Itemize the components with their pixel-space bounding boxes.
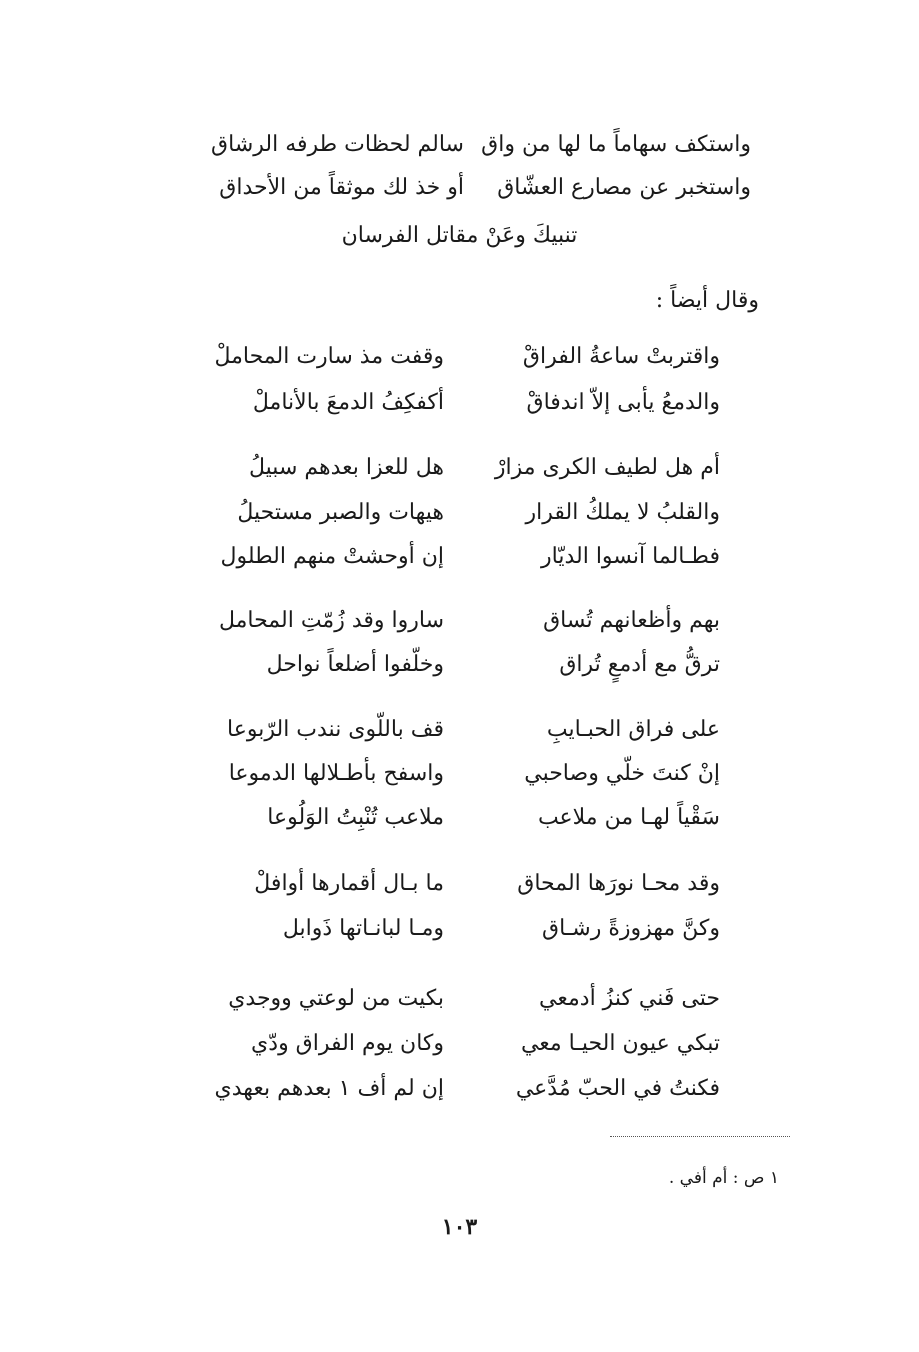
verse-hemistich-right: إن أوحشتْ منهم الطلول: [220, 544, 444, 569]
intro-line-2-left-hemistich: واستخبر عن مصارع العشّاق: [497, 175, 751, 200]
verse-hemistich-left: وكنَّ مهزوزةً رشـاق: [542, 916, 720, 941]
verse-hemistich-left: على فراق الحبـايبِ: [546, 717, 720, 742]
verse-hemistich-right: هل للعزا بعدهم سبيلُ: [249, 455, 444, 480]
verse-hemistich-left: إنْ كنتَ خلّي وصاحبي: [524, 761, 720, 786]
verse-hemistich-right: وكان يوم الفراق ودّي: [251, 1031, 444, 1056]
verse-hemistich-left: فطـالما آنسوا الديّار: [541, 544, 720, 569]
verse-hemistich-left: حتى فَني كنزُ أدمعي: [539, 986, 720, 1011]
section-heading: وقال أيضاً :: [655, 288, 759, 313]
verse-hemistich-left: ترقُّ مع أدمعٍ تُراق: [559, 652, 720, 677]
verse-hemistich-left: والدمعُ يأبى إلاّ اندفاقْ: [526, 390, 720, 415]
intro-line-2-right-hemistich: أو خذ لك موثقاً من الأحداق: [219, 175, 464, 200]
verse-hemistich-right: هيهات والصبر مستحيلُ: [237, 500, 444, 525]
verse-hemistich-right: بكيت من لوعتي ووجدي: [228, 986, 444, 1011]
verse-hemistich-left: وقد محـا نورَها المحاق: [517, 871, 720, 896]
verse-hemistich-left: فكنتُ في الحبّ مُدَّعي: [515, 1076, 720, 1101]
verse-hemistich-right: واسفح بأطـلالها الدموعا: [228, 761, 444, 786]
verse-hemistich-right: ما بـال أقمارها أوافلْ: [254, 871, 444, 896]
verse-hemistich-left: تبكي عيون الحيـا معي: [520, 1031, 720, 1056]
verse-hemistich-right: وقفت مذ سارت المحاملْ: [214, 344, 444, 369]
verse-hemistich-left: أم هل لطيف الكرى مزارْ: [494, 455, 720, 480]
verse-hemistich-right: وخلّفوا أضلعاً نواحل: [266, 652, 444, 677]
page-number: ١٠٣: [441, 1214, 478, 1240]
verse-hemistich-right: ومـا لبانـاتها ذَوابل: [282, 916, 444, 941]
footnote: ١ ص : أم أفي .: [668, 1168, 779, 1188]
verse-hemistich-left: سَقْياً لهـا من ملاعب: [537, 805, 720, 830]
intro-line-1-right-hemistich: سالم لحظات طرفه الرشاق: [211, 132, 464, 157]
verse-hemistich-right: ملاعب تُنْبِتُ الوَلُوعا: [267, 805, 444, 830]
footnote-divider: [610, 1136, 790, 1137]
verse-hemistich-left: بهم وأظعانهم تُساق: [543, 608, 720, 633]
verse-hemistich-right: ساروا وقد زُمّتِ المحامل: [218, 608, 444, 633]
verse-hemistich-right: قف باللّوى نندب الرّبوعا: [227, 717, 444, 742]
verse-hemistich-left: والقلبُ لا يملكُ القرار: [525, 500, 720, 525]
intro-line-1-left-hemistich: واستكف سهاماً ما لها من واق: [481, 132, 751, 157]
verse-hemistich-left: واقتربتْ ساعةُ الفراقْ: [522, 344, 720, 369]
intro-tail-line: تنبيكَ وعَنْ مقاتل الفرسان: [341, 223, 578, 248]
verse-hemistich-right: إن لم أف ١ بعدهم بعهدي: [214, 1076, 444, 1101]
verse-hemistich-right: أكفكِفُ الدمعَ بالأناملْ: [252, 390, 444, 415]
